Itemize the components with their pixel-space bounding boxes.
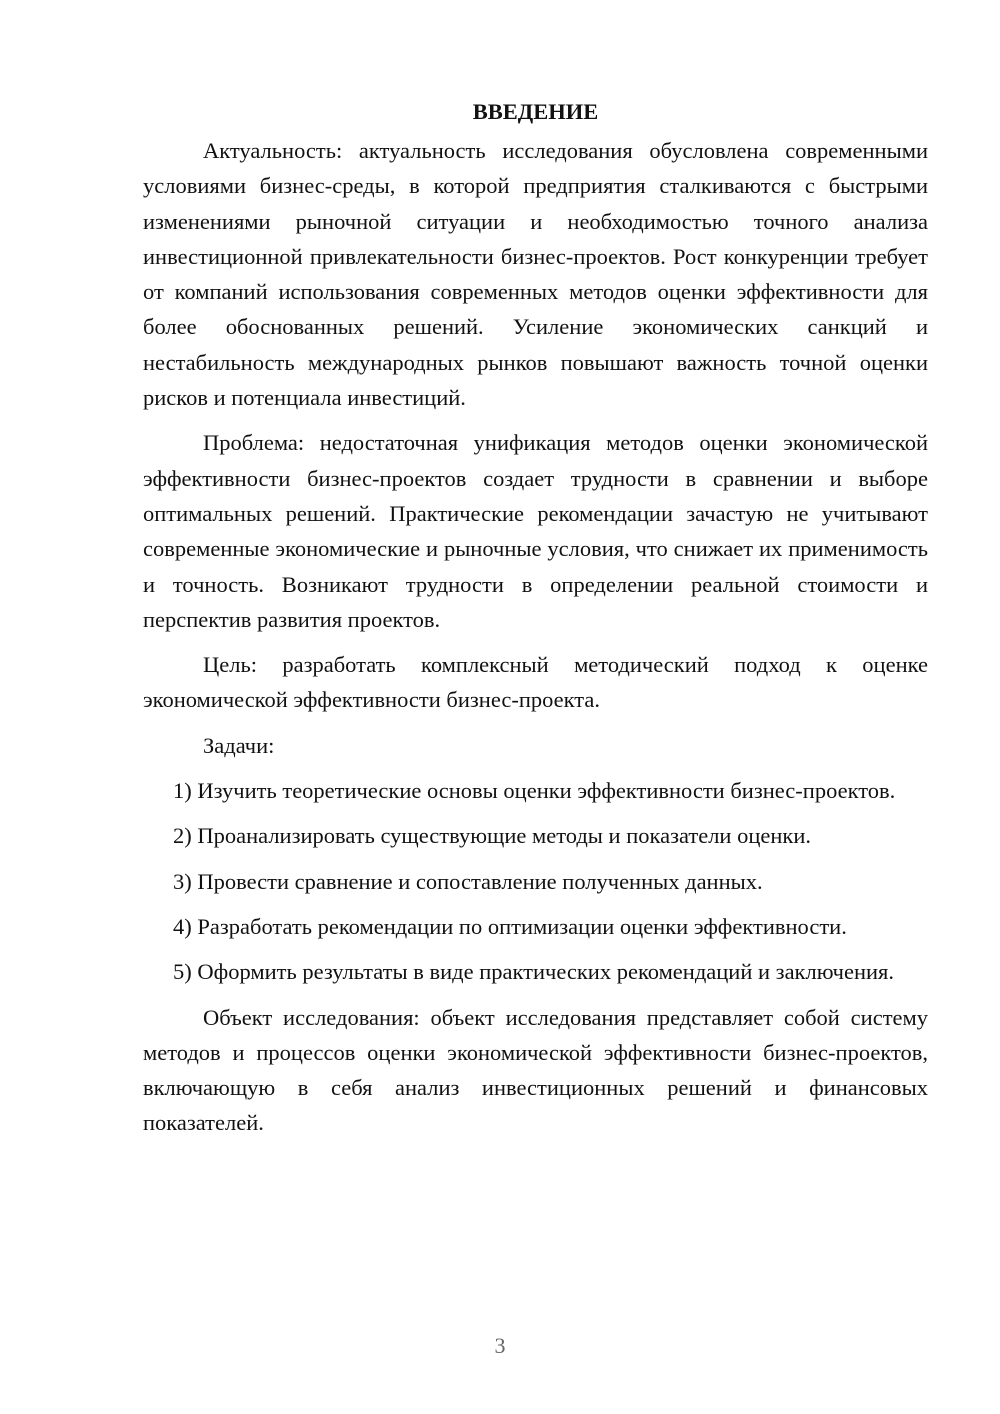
task-item-2: 2) Проанализировать существующие методы и показатели оценки.	[173, 823, 812, 849]
task-item-4: 4) Разработать рекомендации по оптимизации оценки эффективности.	[173, 913, 847, 939]
task-item-5: 5) Оформить результаты в виде практических рекомендаций и заключения.	[173, 959, 895, 985]
task-item-3: 3) Провести сравнение и сопоставление полученных данных.	[173, 868, 763, 894]
tasks-heading: Задачи:	[203, 732, 275, 758]
object-paragraph: Объект исследования: объект исследования представляет собой систему методов и процессов оценки экономической эффективности бизнес-проектов, включающую в себя анализ инвестиционных решений и финансовых показателей.	[143, 1004, 928, 1136]
page-number: 3	[494, 1333, 506, 1358]
task-item-1: 1) Изучить теоретические основы оценки эффективности бизнес-проектов.	[173, 778, 896, 804]
problem-paragraph: Проблема: недостаточная унификация методов оценки экономической эффективности бизнес-проектов создает трудности в сравнении и выборе оптимальных решений. Практические рекомендации зачастую не учитывают современные экономические и рыночные условия, что снижает их применимость и точность. Возникают трудности в определении реальной стоимости и перспектив развития проектов.	[143, 430, 928, 632]
relevance-paragraph: Актуальность: актуальность исследования обусловлена современными условиями бизнес-среды, в которой предприятия сталкиваются с быстрыми изменениями рыночной ситуации и необходимостью точного анализа инвестиционной привлекательности бизнес-проектов. Рост конкуренции требует от компаний использования современных методов оценки эффективности для более обоснованных решений. Усиление экономических санкций и нестабильность международных рынков повышают важность точной оценки рисков и потенциала инвестиций.	[143, 138, 928, 411]
section-title: ВВЕДЕНИЕ	[472, 99, 599, 124]
page-content	[143, 94, 928, 1151]
goal-paragraph: Цель: разработать комплексный методический подход к оценке экономической эффективности бизнес-проекта.	[143, 652, 928, 713]
